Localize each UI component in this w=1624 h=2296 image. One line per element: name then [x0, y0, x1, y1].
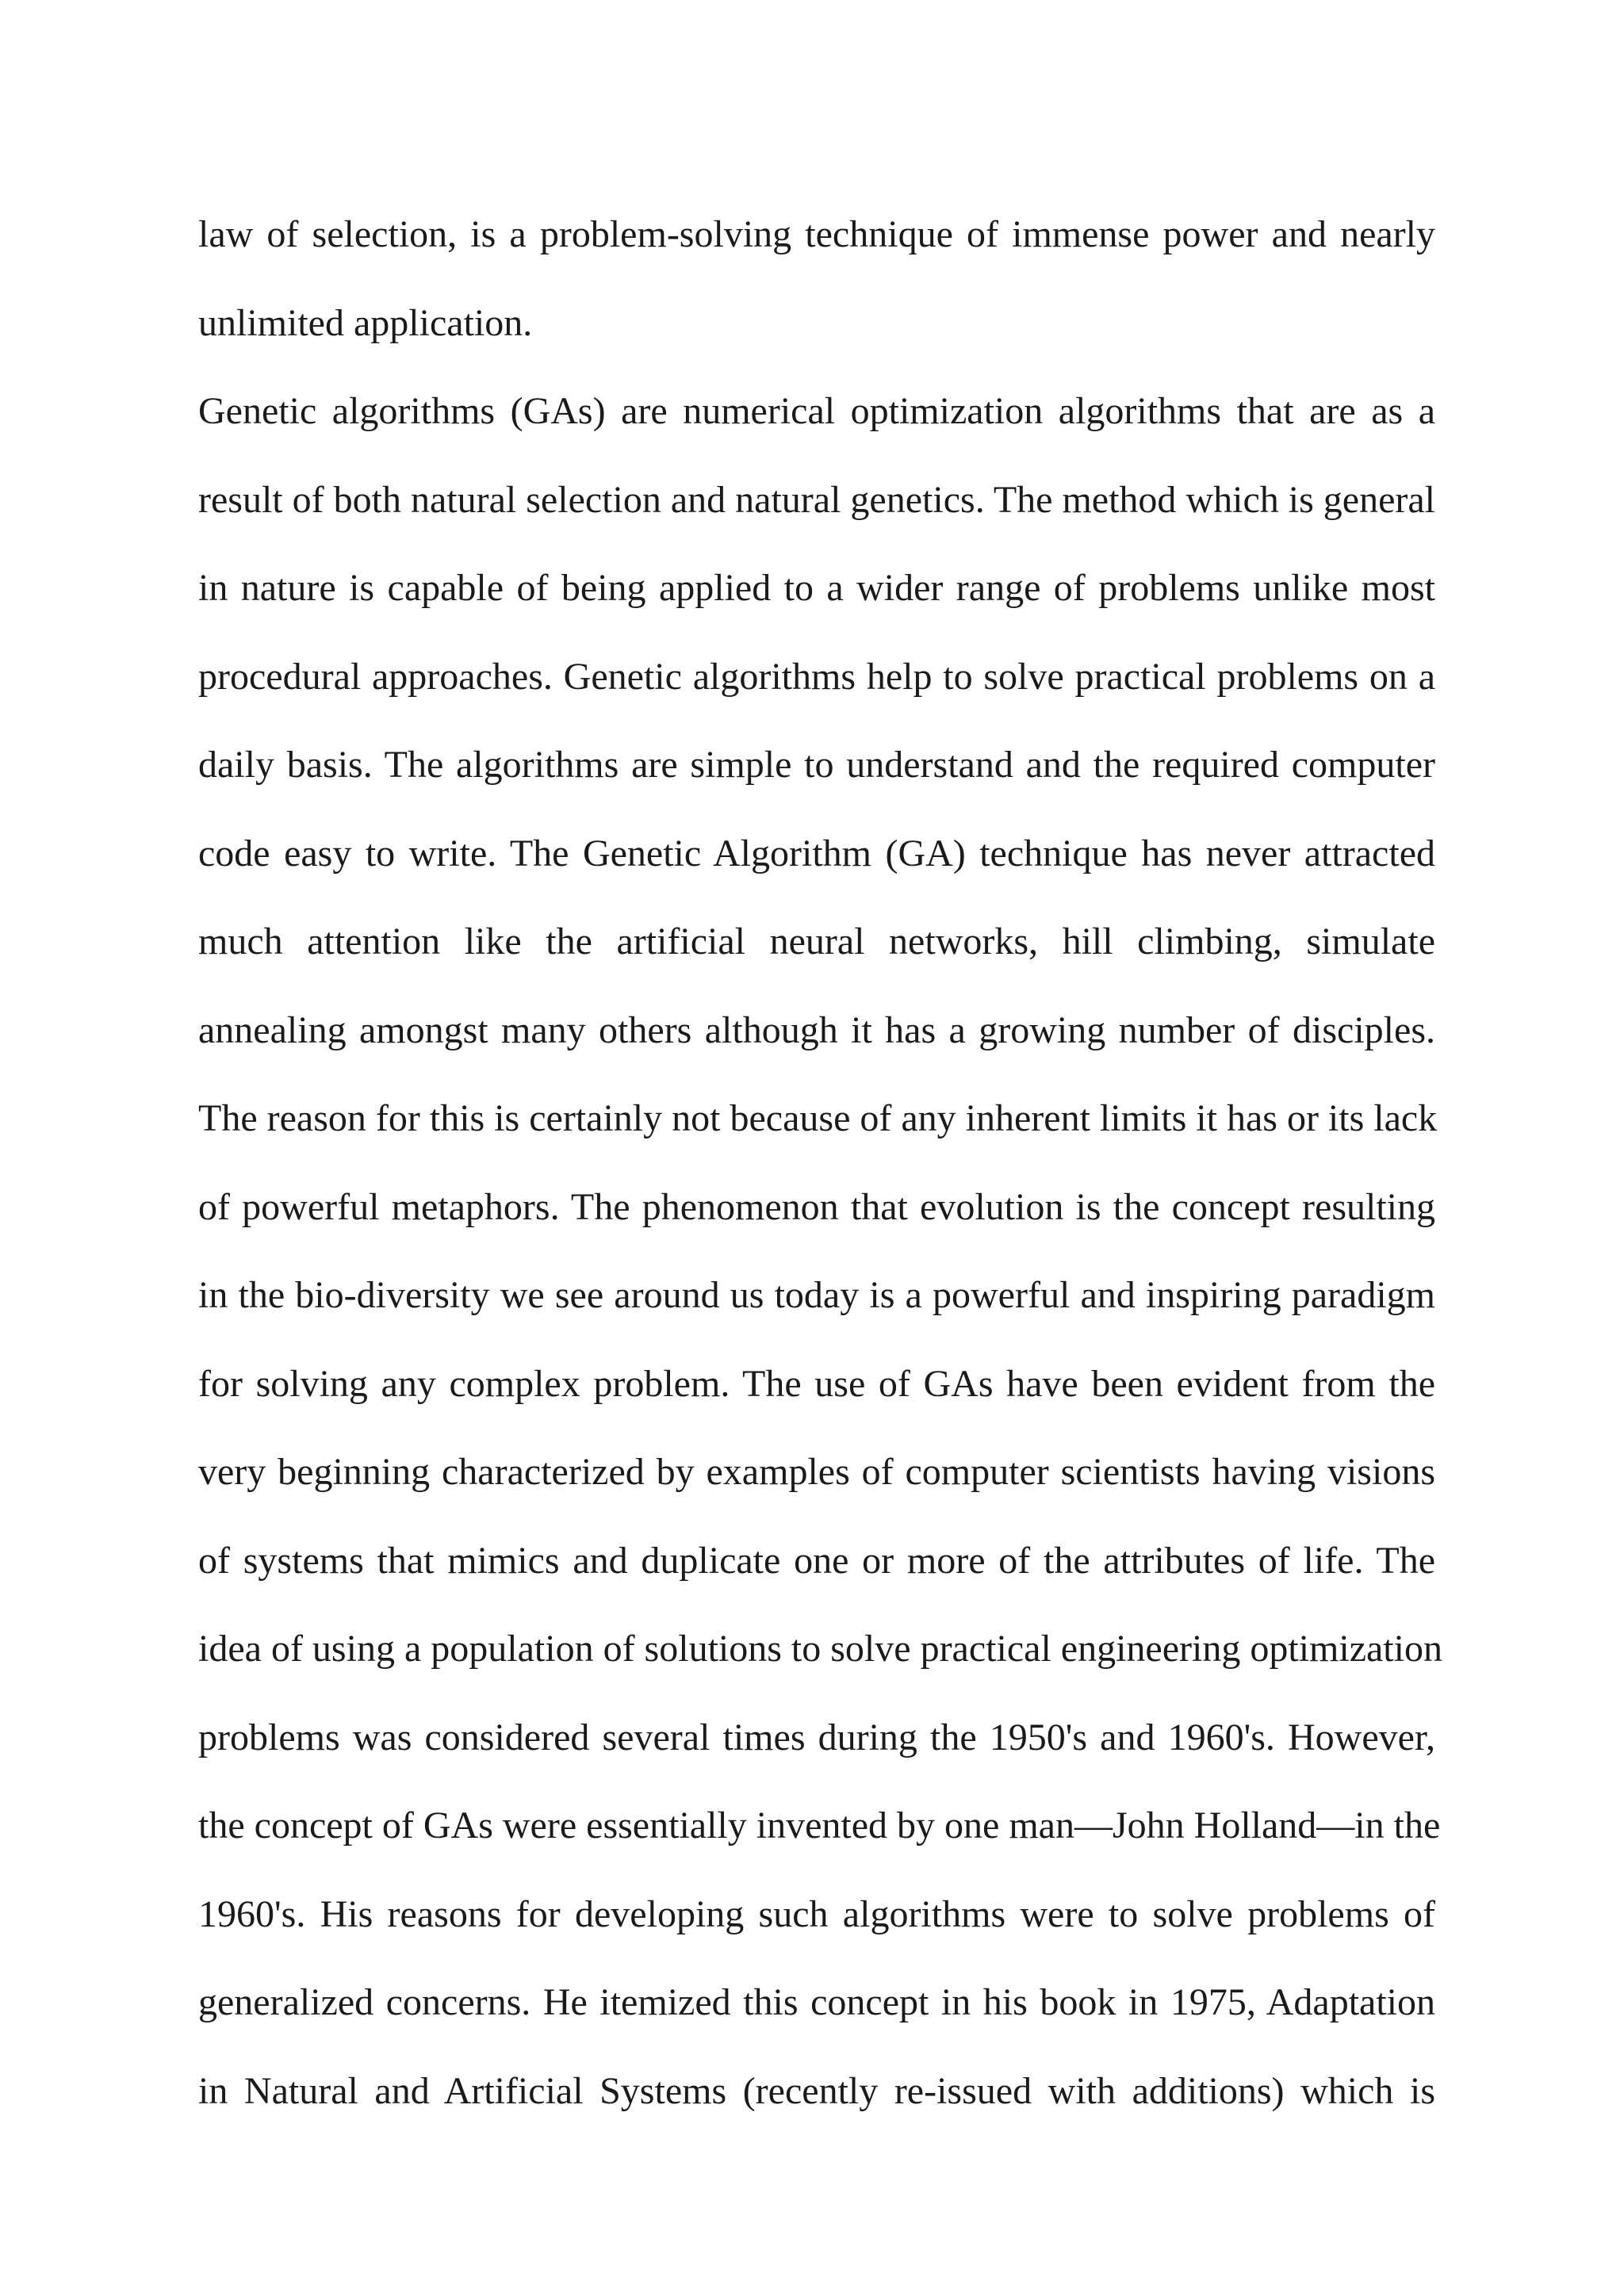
- body-text: [198, 190, 1442, 2135]
- text-line: in nature is capable of being applied to a wider range of problems unlike most: [198, 567, 1435, 609]
- text-line: much attention like the artificial neural networks, hill climbing, simulate: [198, 920, 1435, 962]
- text-line: for solving any complex problem. The use of GAs have been evident from the: [198, 1362, 1435, 1405]
- text-line: of systems that mimics and duplicate one or more of the attributes of life. The: [198, 1539, 1435, 1582]
- text-line: result of both natural selection and natural genetics. The method which is general: [198, 478, 1435, 521]
- text-line: procedural approaches. Genetic algorithms help to solve practical problems on a: [198, 655, 1435, 698]
- text-line: idea of using a population of solutions to solve practical engineering optimization: [198, 1628, 1442, 1670]
- text-line: in the bio-diversity we see around us today is a powerful and inspiring paradigm: [198, 1274, 1435, 1316]
- text-line: 1960's. His reasons for developing such algorithms were to solve problems of: [198, 1892, 1435, 1935]
- text-line: problems was considered several times during the 1950's and 1960's. However,: [198, 1716, 1435, 1758]
- text-line: generalized concerns. He itemized this concept in his book in 1975, Adaptation: [198, 1981, 1435, 2023]
- text-line: Genetic algorithms (GAs) are numerical optimization algorithms that are as a: [198, 390, 1435, 432]
- text-line: code easy to write. The Genetic Algorithm (GA) technique has never attracted: [198, 832, 1435, 874]
- text-line: very beginning characterized by examples of computer scientists having visions: [198, 1451, 1435, 1493]
- text-line: daily basis. The algorithms are simple to understand and the required computer: [198, 744, 1435, 786]
- text-line: unlimited application.: [198, 301, 533, 344]
- text-line: The reason for this is certainly not because of any inherent limits it has or its lack: [198, 1097, 1438, 1139]
- text-line: annealing amongst many others although it has a growing number of disciples.: [198, 1008, 1435, 1051]
- paragraph-1: [198, 190, 1435, 367]
- text-line: law of selection, is a problem-solving technique of immense power and nearly: [198, 213, 1435, 255]
- text-line: in Natural and Artificial Systems (recently re-issued with additions) which is: [198, 2069, 1435, 2112]
- paragraph-2: [198, 367, 1442, 2135]
- text-line: the concept of GAs were essentially invented by one man—John Holland—in the: [198, 1804, 1441, 1846]
- text-line: of powerful metaphors. The phenomenon that evolution is the concept resulting: [198, 1185, 1435, 1228]
